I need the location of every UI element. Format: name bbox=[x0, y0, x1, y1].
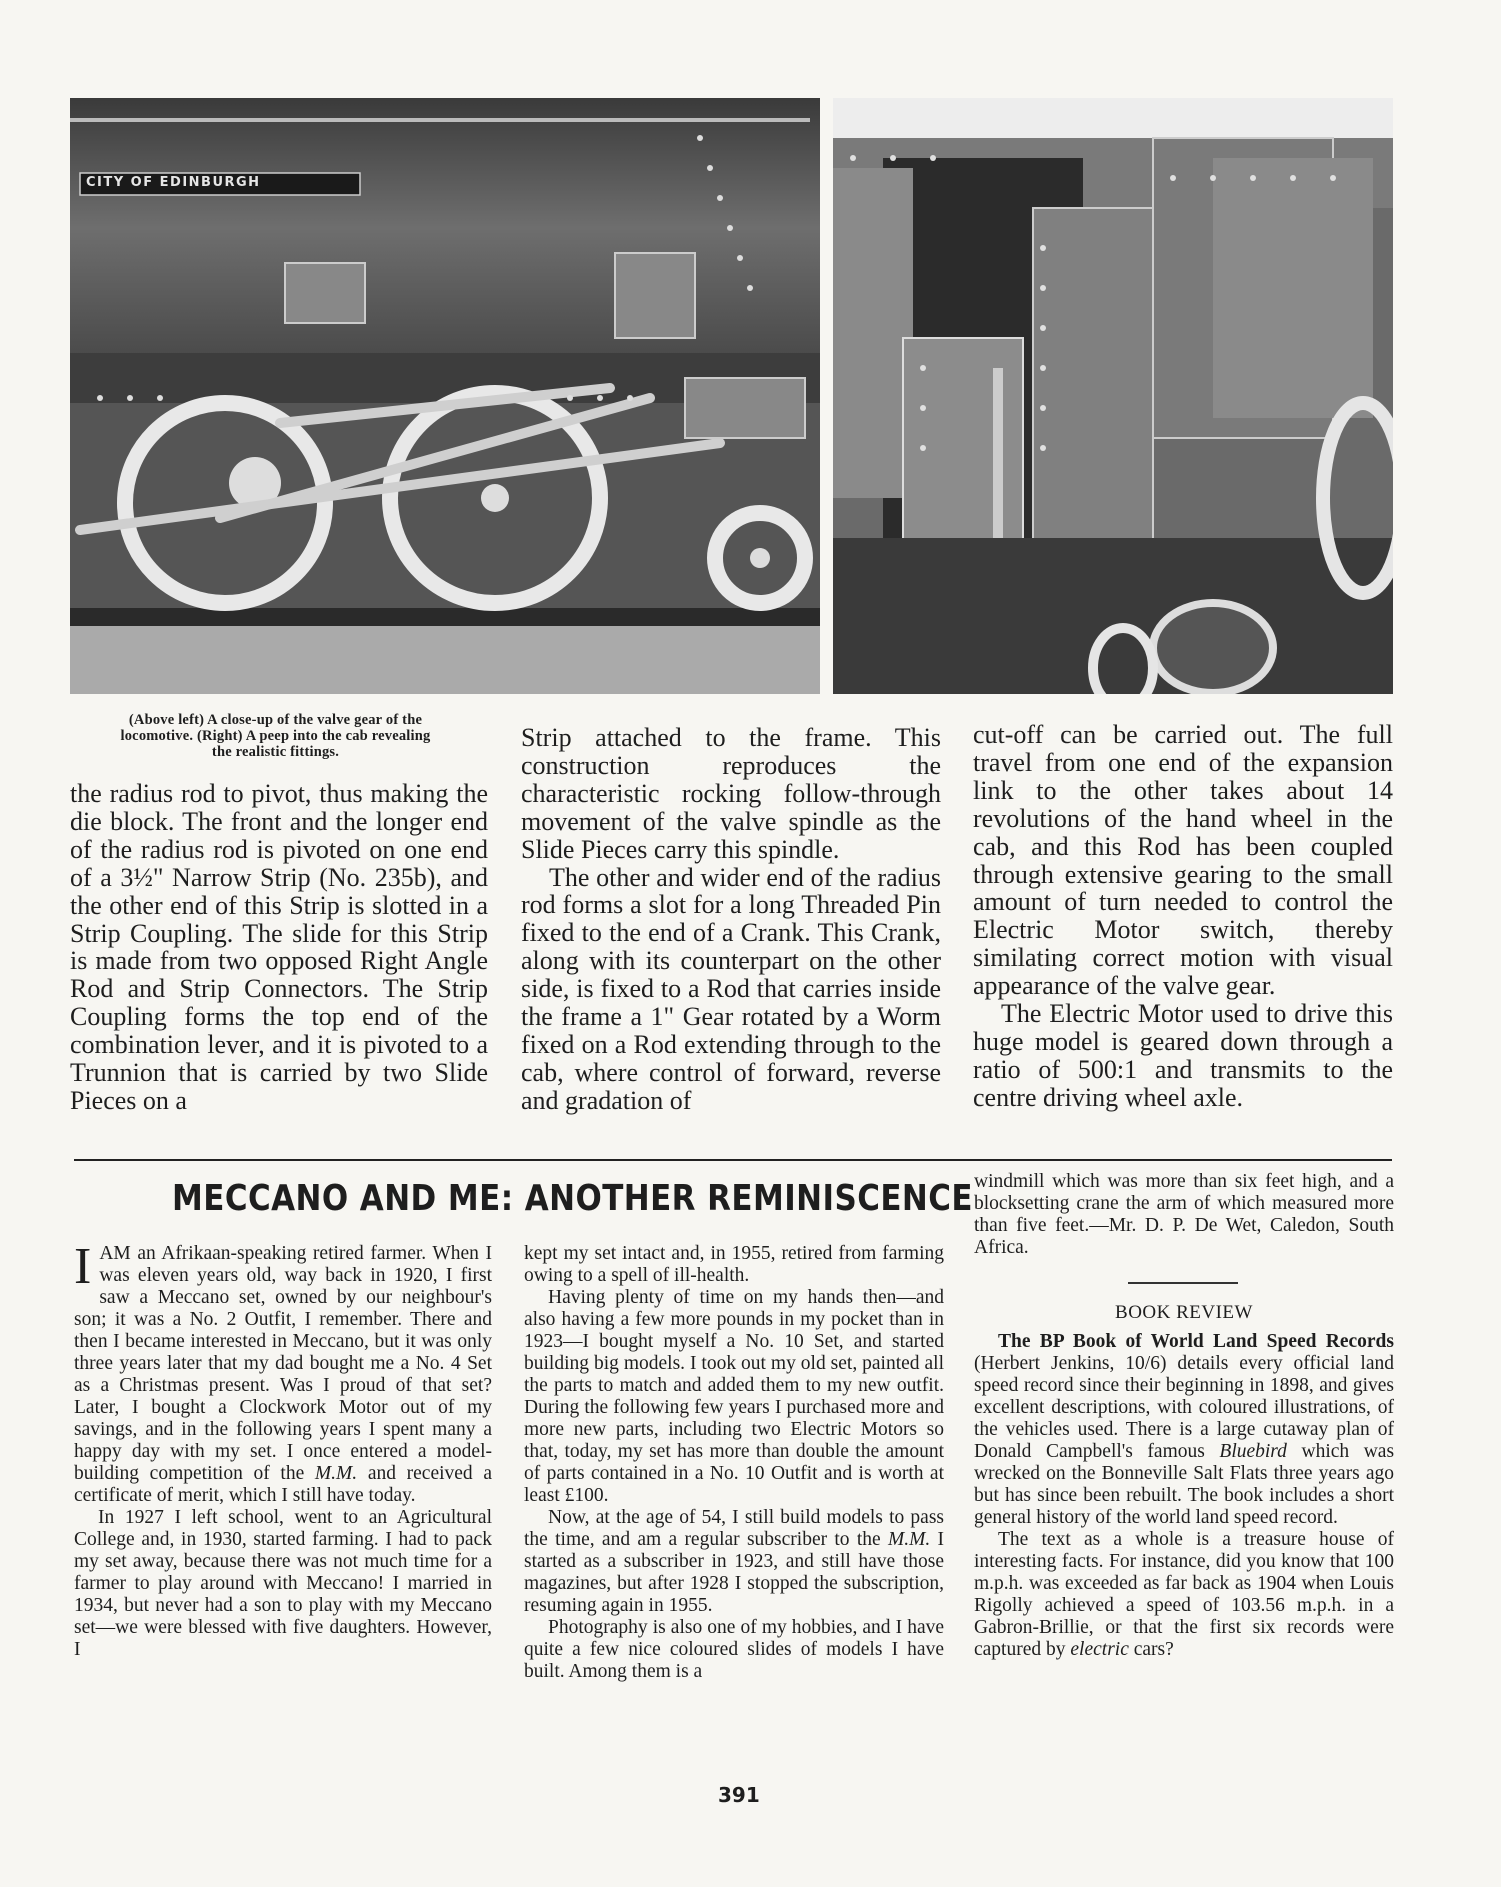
short-divider bbox=[1128, 1282, 1238, 1284]
reminiscence-column-1 bbox=[74, 1238, 493, 1661]
book-title: The BP Book of World Land Speed Records bbox=[998, 1331, 1394, 1352]
page-number: 391 bbox=[718, 1783, 760, 1807]
book-review-heading: BOOK REVIEW bbox=[1115, 1302, 1253, 1323]
book-review-para-1 bbox=[974, 1331, 1394, 1529]
book-review-text-b: which was wrecked on the Bonneville Salt Flats three years ago but has since been rebuilt. The book includes a short general history of the world land speed record. bbox=[974, 1441, 1395, 1528]
reminiscence-col2-text-b: I started as a subscriber in 1923, and still have those magazines, but after 1928 I stopped the subscription, resuming again in 1955. bbox=[524, 1529, 945, 1616]
valve-gear-photo bbox=[70, 98, 820, 694]
reminiscence-col3-para-1: windmill which was more than six feet high, and a blocksetting crane the arm of which measured more than five feet.—Mr. D. P. De Wet, Caledon, South Africa. bbox=[974, 1171, 1394, 1258]
book-review-text-c: The text as a whole is a treasure house of interesting facts. For instance, did you know that 100 m.p.h. was exceeded as far back as 1904 when Louis Rigolly achieved a speed of 103.56 m.p.h. in a Gabron-Brillie, or that the first six records were captured by bbox=[974, 1529, 1394, 1660]
drop-cap: I bbox=[74, 1238, 92, 1295]
reminiscence-col2-para-3 bbox=[524, 1507, 944, 1617]
book-review-para-2 bbox=[974, 1529, 1394, 1661]
caption-line-3: the realistic fittings. bbox=[211, 744, 340, 760]
photo-caption bbox=[64, 712, 487, 760]
article-column-3 bbox=[973, 721, 1393, 1112]
book-review-body bbox=[974, 1331, 1394, 1661]
caption-line-2: locomotive. (Right) A peep into the cab revealing bbox=[120, 728, 431, 744]
article-col2-para-2: The other and wider end of the radius rod forms a slot for a long Threaded Pin fixed to the end of a Crank. This Crank, along with its counterpart on the other side, is fixed to a Rod that carries inside the frame a 1" Gear rotated by a Worm fixed on a Rod extending through to the cab, where control of forward, reverse and gradation of bbox=[521, 862, 941, 1115]
reminiscence-column-2 bbox=[524, 1243, 944, 1683]
reminiscence-column-3 bbox=[974, 1171, 1394, 1259]
nameplate-text: CITY OF EDINBURGH bbox=[86, 175, 261, 190]
article-col1-text: the radius rod to pivot, thus making the die block. The front and the longer end of the radius rod is pivoted on one end of a 3½" Narrow Strip (No. 235b), and the other end of this Strip is slotted in a Strip Coupling. The slide for this Strip is made from two opposed Right Angle Rod and Strip Connectors. The Strip Coupling forms the top end of the combination lever, and it is pivoted to a Trunnion that is carried by two Slide Pieces on a bbox=[70, 779, 488, 1115]
article-col2-para-1: Strip attached to the frame. This construction reproduces the characteristic rocking follow-through movement of the valve spindle as the Slide Pieces carry this spindle. bbox=[521, 723, 941, 864]
reminiscence-title: MECCANO AND ME: ANOTHER REMINISCENCE bbox=[172, 1178, 974, 1219]
reminiscence-col2-para-2: Having plenty of time on my hands then—and also having a few more pounds in my pocket than in 1923—I bought myself a No. 10 Set, and started building big models. I took out my old set, painted all the parts to match and added them to my new outfit. During the following few years I purchased more and more new parts, including two Electric Motors so that, today, my set has more than double the amount of parts contained in a No. 10 Outfit and is worth at least £100. bbox=[524, 1287, 944, 1506]
reminiscence-col2-text-a: Now, at the age of 54, I still build models to pass the time, and am a regular subscriber to the bbox=[524, 1507, 944, 1550]
book-review-text-a: (Herbert Jenkins, 10/6) details every official land speed record since their beginning in 1898, and gives excellent descriptions, with coloured illustrations, of the vehicles used. There is a large cutaway plan of Donald Campbell's famous bbox=[974, 1353, 1394, 1462]
reminiscence-col1-text-a: AM an Afrikaan-speaking retired farmer. When I was eleven years old, way back in 1920, I first saw a Meccano set, owned by our neighbour's son; it was a No. 2 Outfit, I remember. There and then I became interested in Meccano, but it was only three years later that my dad bought me a No. 4 Set as a Christmas present. Was I proud of that set? Later, I bought a Clockwork Motor out of my savings, and in the following years I spent many a happy day with my set. I once entered a model-building competition of the bbox=[74, 1243, 492, 1484]
cab-photo bbox=[833, 98, 1393, 694]
mm-abbrev: M.M. bbox=[314, 1463, 358, 1484]
section-divider bbox=[74, 1159, 1392, 1161]
bluebird-name: Bluebird bbox=[1219, 1441, 1287, 1462]
reminiscence-col2-para-1: kept my set intact and, in 1955, retired from farming owing to a spell of ill-health. bbox=[524, 1243, 944, 1286]
mm-abbrev-2: M.M. bbox=[887, 1529, 931, 1550]
reminiscence-col1-para-1 bbox=[74, 1238, 493, 1507]
electric-word: electric bbox=[1070, 1639, 1129, 1660]
article-col3-para-1: cut-off can be carried out. The full travel from one end of the expansion link to the other takes about 14 revolutions of the hand wheel in the cab, and this Rod has been coupled through extensive gearing to the small amount of turn needed to control the Electric Motor switch, thereby similating correct motion with visual appearance of the valve gear. bbox=[973, 720, 1393, 1001]
article-column-1 bbox=[70, 780, 488, 1115]
article-col3-para-2: The Electric Motor used to drive this huge model is geared down through a ratio of 500:1 and transmits to the centre driving wheel axle. bbox=[973, 999, 1393, 1112]
book-review-text-d: cars? bbox=[1133, 1639, 1174, 1660]
caption-line-1: (Above left) A close-up of the valve gear of the bbox=[128, 712, 423, 728]
reminiscence-col2-para-4: Photography is also one of my hobbies, and I have quite a few nice coloured slides of models I have built. Among them is a bbox=[524, 1617, 944, 1682]
article-column-2 bbox=[521, 724, 941, 1115]
reminiscence-col1-para-2: In 1927 I left school, went to an Agricultural College and, in 1930, started farming. I had to pack my set away, because there was not much time for a farmer to play around with Meccano! I married in 1934, but never had a son to play with my Meccano set—we were blessed with five daughters. However, I bbox=[74, 1507, 492, 1660]
reminiscence-col1-text-b: and received a certificate of merit, which I still have today. bbox=[74, 1463, 493, 1506]
